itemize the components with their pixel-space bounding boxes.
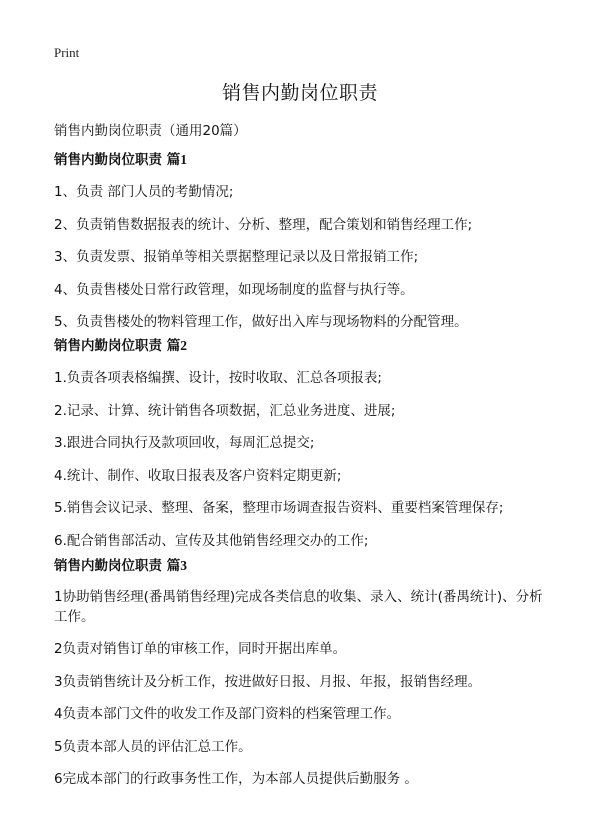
page-title: 销售内勤岗位职责 [221,82,378,104]
list-item: 2.记录、计算、统计销售各项数据，汇总业务进度、进展; [54,402,396,419]
list-item: 4、负责售楼处日常行政管理，如现场制度的监督与执行等。 [54,281,414,298]
section-heading-2 [54,336,187,356]
list-item: 1协助销售经理(番禺销售经理)完成各类信息的收集、录入、统计(番禺统计)、分析工作。 [54,589,543,625]
section-heading-text: 销售内勤岗位职责 [54,152,162,168]
list-item: 3、负责发票、报销单等相关票据整理记录以及日常报销工作; [54,249,419,265]
list-item: 1、负责 部门人员的考勤情况; [54,184,234,200]
list-item: 5负责本部人员的评估汇总工作。 [54,738,252,755]
list-item: 1.负责各项表格编撰、设计，按时收取、汇总各项报表; [54,370,382,386]
section-heading-suffix: 篇2 [166,338,187,353]
list-item: 4负责本部门文件的收发工作及部门资料的档案管理工作。 [54,706,401,722]
list-item: 6完成本部门的行政事务性工作，为本部人员提供后勤服务 。 [54,771,418,787]
list-item: 2、负责销售数据报表的统计、分析、整理，配合策划和销售经理工作; [54,216,473,233]
list-item: 3负责销售统计及分析工作，按进做好日报、月报、年报，报销售经理。 [54,673,482,690]
list-item: 5、负责售楼处的物料管理工作，做好出入库与现场物料的分配管理。 [54,314,468,330]
section-3-list [54,587,549,802]
section-2-list [54,368,554,563]
section-1-list [54,182,554,345]
list-item: 4.统计、制作、收取日报表及客户资料定期更新; [54,467,342,484]
section-heading-text: 销售内勤岗位职责 [54,558,162,574]
list-item: 2负责对销售订单的审核工作，同时开据出库单。 [54,641,347,657]
list-item: 3.跟进合同执行及款项回收，每周汇总提交; [54,435,315,451]
section-heading-1 [54,150,187,170]
list-item: 6.配合销售部活动、宣传及其他销售经理交办的工作; [54,532,369,549]
section-heading-3 [54,556,187,576]
section-heading-text: 销售内勤岗位职责 [54,338,162,354]
print-link[interactable]: Print [54,45,80,60]
section-heading-suffix: 篇1 [166,152,187,167]
list-item: 5.销售会议记录、整理、备案，整理市场调查报告资料、重要档案管理保存; [54,500,504,516]
document-subtitle: 销售内勤岗位职责（通用20篇） [54,123,247,139]
section-heading-suffix: 篇3 [166,558,187,573]
